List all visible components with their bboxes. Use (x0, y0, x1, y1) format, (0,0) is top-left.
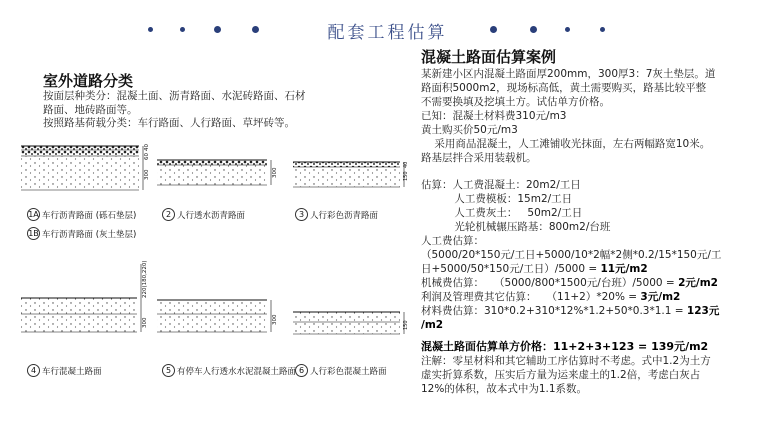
diagram-caption: 有停车人行透水水泥混凝土路面 (177, 366, 297, 377)
decor-dot (252, 26, 259, 33)
section-2 (157, 160, 271, 185)
labor-formula-cont (421, 262, 751, 276)
diagram-caption: 车行沥青路面 (灰土垫层) (42, 229, 137, 240)
section-3 (293, 162, 404, 187)
profit-result: 3元/m2 (640, 291, 681, 303)
material-estimate (421, 304, 751, 318)
note-line: 注解：零星材料和其它辅助工序估算时不考虑。式中1.2为土方 (421, 355, 711, 367)
text-line: 采用商品混凝土，人工滩铺收光抹面，左右两幅路宽10米。 (421, 138, 711, 150)
concrete-road-estimate (421, 47, 751, 396)
text-line: 路基层拌合采用装载机。 (421, 152, 537, 164)
formula-text: 机械费估算： （5000/800*1500元/台班）/5000 = (421, 277, 679, 289)
spacer (421, 165, 751, 178)
text-line: 估算：人工费混凝土：20m2/工日 (421, 179, 581, 191)
dim-label: 300 (144, 169, 150, 180)
section-5 (157, 300, 271, 332)
diagram-number: 6 (295, 364, 308, 377)
text-line: 路面积5000m2，现场标高低，黄土需要购买，路基比较平整 (421, 82, 707, 94)
formula-text: 利润及管理费其它估算： （11+2）*20% = (421, 291, 641, 303)
dim-label: 40 (144, 144, 150, 151)
dim-label: 300 (272, 314, 278, 325)
material-unit-line (421, 318, 751, 332)
note-line: 12%的体积，故本式中为1.1系数。 (421, 383, 588, 395)
labor-result: 11元/m2 (600, 263, 648, 275)
diagram-number: 3 (295, 208, 308, 221)
diagram-number: 2 (162, 208, 175, 221)
text-line: 黄土购买价50元/m3 (421, 124, 518, 136)
diagram-label-6 (295, 364, 387, 377)
diagram-label-4 (27, 364, 102, 377)
diagram-caption: 人行彩色混凝土路面 (310, 366, 387, 377)
decor-dot (565, 27, 570, 32)
road-classification (43, 72, 363, 131)
text-line: 不需要换填及挖填土方。试估单方价格。 (421, 96, 610, 108)
text-line: 人工费灰土： 50m2/工日 (421, 207, 583, 219)
dim-label: 150 (403, 171, 409, 181)
profit-estimate (421, 290, 751, 304)
decor-dot (600, 27, 605, 32)
dim-label: 150 (403, 320, 409, 330)
dim-label: 40 (403, 161, 409, 168)
decor-dot (530, 26, 537, 33)
decor-dot (180, 27, 185, 32)
diagram-caption: 人行透水沥青路面 (177, 210, 246, 221)
labor-formula: （5000/20*150元/工日+5000/10*2幅*2侧*0.2/15*150元/工 (421, 249, 722, 261)
dim-label: 60 (144, 153, 150, 160)
decor-dot (214, 26, 221, 33)
diagram-label-1a (27, 208, 136, 221)
text-line: 人工费模板：15m2/工日 (421, 193, 573, 205)
diagram-label-3 (295, 208, 378, 221)
decor-dot (148, 27, 153, 32)
header (0, 14, 760, 44)
diagram-label-2 (162, 208, 245, 221)
page-title: 配套工程估算 (327, 23, 448, 43)
text-line: 某新建小区内混凝土路面厚200mm，300厚3：7灰土垫层。道 (421, 68, 716, 80)
text-line: 已知：混凝土材料费310元/m3 (421, 110, 567, 122)
section-drawings (15, 140, 410, 390)
text-line: 路面、地砖路面等。 (43, 103, 138, 116)
diagram-number: 1A (28, 210, 39, 219)
formula-text: 日+5000/50*150元/工日）/5000 = (421, 263, 601, 275)
diagram-label-5 (162, 364, 296, 377)
material-result: 123元 (686, 305, 720, 317)
diagram-number: 5 (162, 364, 175, 377)
text-line: 光轮机械辗压路基：800m2/台班 (421, 221, 611, 233)
section-1a (21, 146, 143, 190)
material-unit: /m2 (421, 319, 444, 331)
labor-title: 人工费估算： (421, 235, 484, 247)
note-line: 虚实折算系数，压实后方量为运来虚土的1.2倍，考虑白灰占 (421, 369, 701, 381)
section-heading: 混凝土路面估算案例 (421, 48, 557, 66)
section-heading: 室外道路分类 (43, 72, 134, 90)
spacer (421, 332, 751, 340)
diagram-number: 4 (27, 364, 40, 377)
diagram-label-1b (27, 227, 136, 240)
diagram-number: 1B (28, 229, 39, 238)
section-4 (21, 264, 141, 332)
summary-line: 混凝土路面估算单方价格：11+2+3+123 = 139元/m2 (421, 340, 709, 353)
dim-label: 300 (142, 317, 148, 328)
road-section-diagrams (15, 140, 410, 390)
decor-dot (490, 26, 497, 33)
section-6 (293, 312, 404, 334)
dim-label: 300 (272, 167, 278, 178)
diagram-caption: 人行彩色沥青路面 (310, 210, 379, 221)
diagram-caption: 车行混凝土路面 (42, 366, 102, 377)
diagram-caption: 车行沥青路面 (砾石垫层) (42, 210, 137, 221)
machine-estimate (421, 276, 751, 290)
formula-text: 材料费估算：310*0.2+310*12%*1.2+50*0.3*1.1 = (421, 305, 687, 317)
dim-label: 220(180,220) (142, 260, 148, 298)
text-line: 按照路基荷载分类：车行路面、人行路面、草坪砖等。 (43, 117, 295, 129)
machine-result: 2元/m2 (678, 277, 718, 289)
text-line: 按面层种类分：混凝土面、沥青路面、水泥砖路面、石材 (43, 90, 306, 102)
